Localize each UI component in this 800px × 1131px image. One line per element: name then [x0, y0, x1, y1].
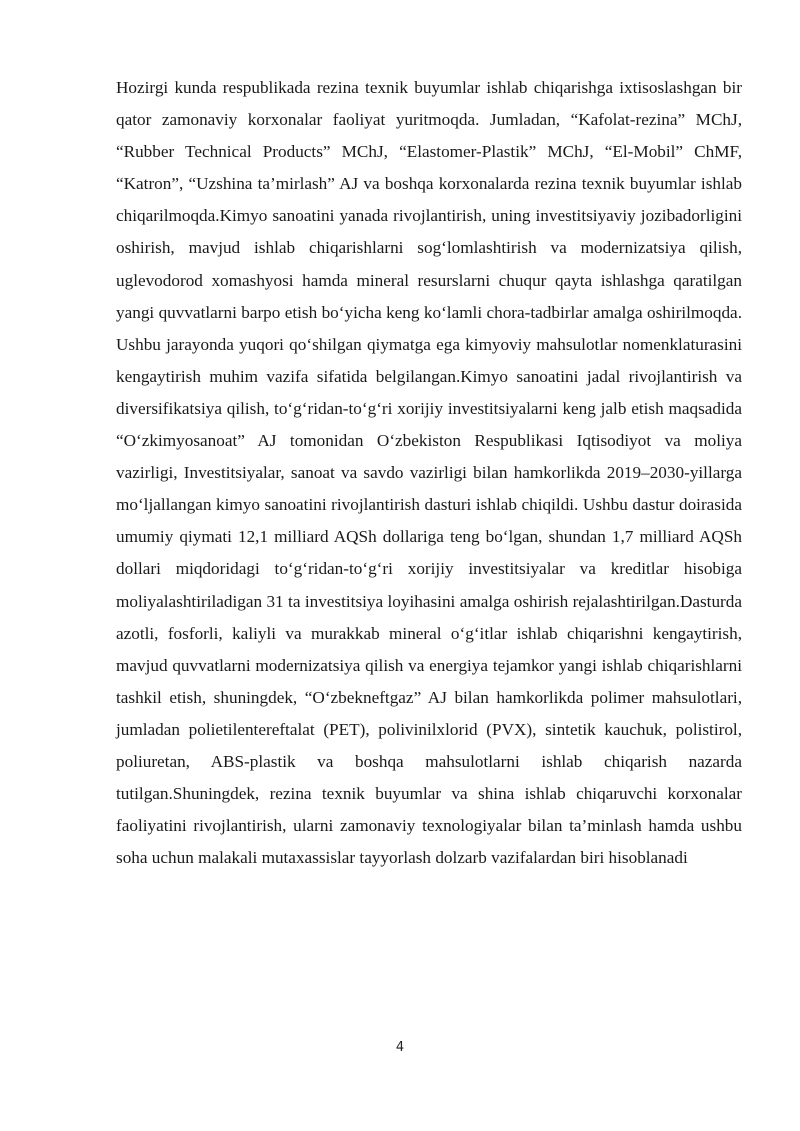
body-paragraph: Hozirgi kunda respublikada rezina texnik buyumlar ishlab chiqarishga ixtisoslashgan bir qator zamonaviy korxonalar faoliyat yuritmoqda. Jumladan, “Kafolat-rezina” MChJ, “Rubber Technical Products” MChJ, “Elastomer-Plastik” MChJ, “El-Mobil” ChMF, “Katron”, “Uzshina ta’mirlash” AJ va boshqa korxonalarda rezina texnik buyumlar ishlab chiqarilmoqda.Kimyo sanoatini yanada rivojlantirish, uning investitsiyaviy jozibadorligini oshirish, mavjud ishlab chiqarishlarni sog‘lomlashtirish va modernizatsiya qilish, uglevodorod xomashyosi hamda mineral resurslarni chuqur qayta ishlashga qaratilgan yangi quvvatlarni barpo etish bo‘yicha keng ko‘lamli chora-tadbirlar amalga oshirilmoqda. Ushbu jarayonda yuqori qo‘shilgan qiymatga ega kimyoviy mahsulotlar nomenklaturasini kengaytirish muhim vazifa sifatida belgilangan.Kimyo sanoatini jadal rivojlantirish va diversifikatsiya qilish, to‘g‘ridan-to‘g‘ri xorijiy investitsiyalarni keng jalb etish maqsadida “O‘zkimyosanoat” AJ tomonidan O‘zbekiston Respublikasi Iqtisodiyot va moliya vazirligi, Investitsiyalar, sanoat va savdo vazirligi bilan hamkorlikda 2019–2030-yillarga mo‘ljallangan kimyo sanoatini rivojlantirish dasturi ishlab chiqildi. Ushbu dastur doirasida umumiy qiymati 12,1 milliard AQSh dollariga teng bo‘lgan, shundan 1,7 milliard AQSh dollari miqdoridagi to‘g‘ridan-to‘g‘ri xorijiy investitsiyalar va kreditlar hisobiga moliyalashtiriladigan 31 ta investitsiya loyihasini amalga oshirish rejalashtirilgan.Dasturda azotli, fosforli, kaliyli va murakkab mineral o‘g‘itlar ishlab chiqarishni kengaytirish, mavjud quvvatlarni modernizatsiya qilish va energiya tejamkor yangi ishlab chiqarishlarni tashkil etish, shuningdek, “O‘zbekneftgaz” AJ bilan hamkorlikda polimer mahsulotlari, jumladan polietilentereftalat (PET), polivinilxlorid (PVX), sintetik kauchuk, polistirol, poliuretan, ABS-plastik va boshqa mahsulotlarni ishlab chiqarish nazarda tutilgan.Shuningdek, rezina texnik buyumlar va shina ishlab chiqaruvchi korxonalar faoliyatini rivojlantirish, ularni zamonaviy texnologiyalar bilan ta’minlash hamda ushbu soha uchun malakali mutaxassislar tayyorlash dolzarb vazifalardan biri hisoblanadi	[116, 78, 742, 868]
page-number: 4	[395, 1040, 405, 1055]
